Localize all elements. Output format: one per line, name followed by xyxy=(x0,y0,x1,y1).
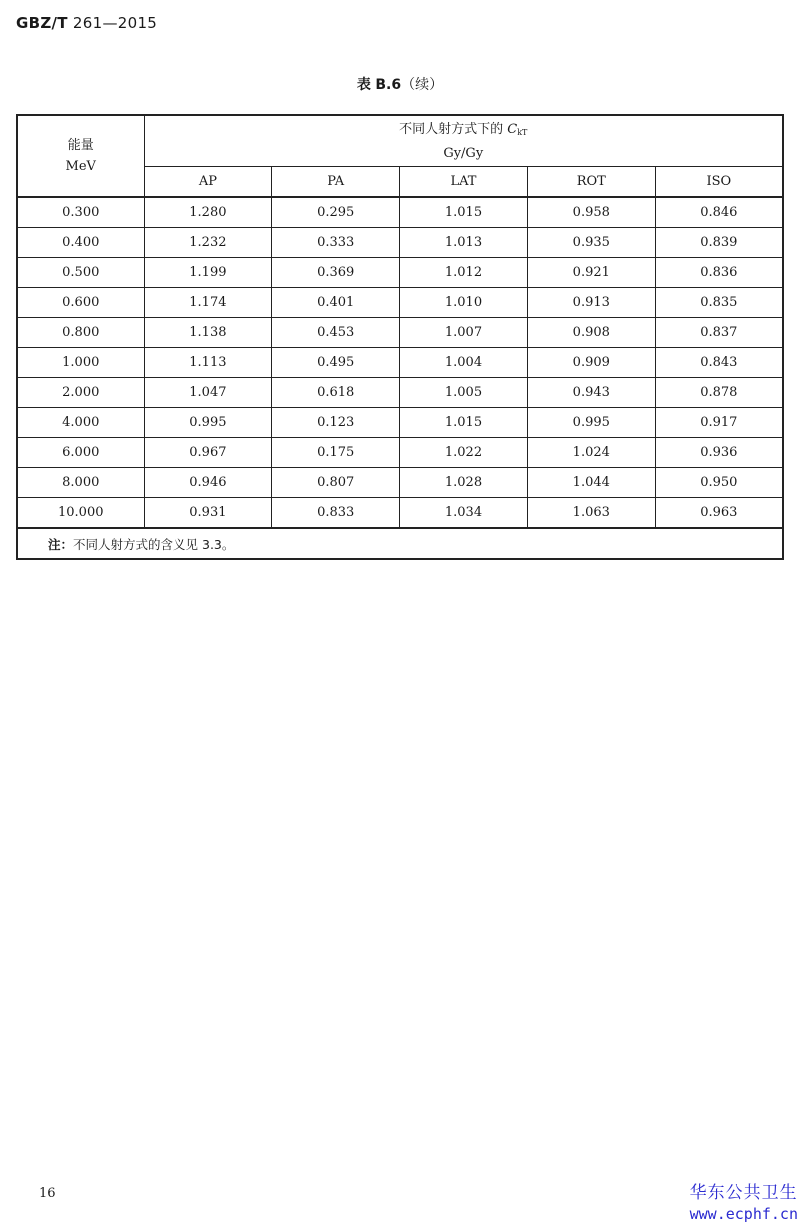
energy-column-header xyxy=(17,115,144,197)
column-header-iso: ISO xyxy=(655,167,783,198)
table-title-label: 表 xyxy=(356,77,371,93)
table-cell: 0.837 xyxy=(655,318,783,348)
table-cell: 1.028 xyxy=(400,468,528,498)
table-cell: 1.113 xyxy=(144,348,272,378)
table-row xyxy=(17,258,783,288)
table-cell: 1.138 xyxy=(144,318,272,348)
table-cell: 0.295 xyxy=(272,197,400,228)
column-header-rot: ROT xyxy=(527,167,655,198)
energy-cell: 8.000 xyxy=(17,468,144,498)
table-note-row xyxy=(17,528,783,559)
table-row xyxy=(17,468,783,498)
table-title-suffix: （续） xyxy=(401,77,444,93)
table-cell: 0.963 xyxy=(655,498,783,529)
table-cell: 1.005 xyxy=(400,378,528,408)
standard-number: 261—2015 xyxy=(72,14,158,32)
table-cell: 1.034 xyxy=(400,498,528,529)
table-cell: 1.024 xyxy=(527,438,655,468)
table-cell: 1.004 xyxy=(400,348,528,378)
table-cell: 0.931 xyxy=(144,498,272,529)
table-cell: 1.232 xyxy=(144,228,272,258)
table-cell: 0.995 xyxy=(527,408,655,438)
table-cell: 0.846 xyxy=(655,197,783,228)
table-cell: 0.946 xyxy=(144,468,272,498)
table-cell: 1.015 xyxy=(400,197,528,228)
table-cell: 1.010 xyxy=(400,288,528,318)
watermark xyxy=(690,1178,798,1223)
energy-cell: 2.000 xyxy=(17,378,144,408)
table-cell: 0.401 xyxy=(272,288,400,318)
energy-cell: 0.600 xyxy=(17,288,144,318)
table-cell: 0.835 xyxy=(655,288,783,318)
table-cell: 0.807 xyxy=(272,468,400,498)
energy-cell: 0.300 xyxy=(17,197,144,228)
table-row xyxy=(17,228,783,258)
column-header-pa: PA xyxy=(272,167,400,198)
energy-cell: 4.000 xyxy=(17,408,144,438)
energy-cell: 0.800 xyxy=(17,318,144,348)
table-row xyxy=(17,288,783,318)
energy-cell: 10.000 xyxy=(17,498,144,529)
energy-header-label: 能量 xyxy=(67,138,94,153)
table-cell: 0.175 xyxy=(272,438,400,468)
table-cell: 1.280 xyxy=(144,197,272,228)
conversion-coefficient-table xyxy=(16,114,784,560)
table-cell: 1.022 xyxy=(400,438,528,468)
table-cell: 1.199 xyxy=(144,258,272,288)
table-cell: 1.015 xyxy=(400,408,528,438)
table-cell: 0.943 xyxy=(527,378,655,408)
table-cell: 0.453 xyxy=(272,318,400,348)
note-text: 不同人射方式的含义见 3.3。 xyxy=(73,536,235,552)
table-cell: 0.958 xyxy=(527,197,655,228)
table-cell: 0.995 xyxy=(144,408,272,438)
table-cell: 0.839 xyxy=(655,228,783,258)
table-cell: 1.007 xyxy=(400,318,528,348)
group-header-prefix: 不同人射方式下的 xyxy=(399,121,504,137)
table-row xyxy=(17,438,783,468)
table-title-id: B.6 xyxy=(375,77,402,93)
table-row xyxy=(17,348,783,378)
table-cell: 0.917 xyxy=(655,408,783,438)
group-header-symbol: C xyxy=(507,121,518,137)
table-cell: 1.063 xyxy=(527,498,655,529)
group-column-header xyxy=(144,115,783,167)
group-header-unit: Gy/Gy xyxy=(443,145,484,161)
energy-cell: 0.500 xyxy=(17,258,144,288)
page-number: 16 xyxy=(39,1186,56,1201)
group-header-subscript: kT xyxy=(517,127,528,137)
table-cell: 0.618 xyxy=(272,378,400,408)
standard-prefix: GBZ/T xyxy=(16,14,68,32)
energy-cell: 6.000 xyxy=(17,438,144,468)
table-cell: 0.908 xyxy=(527,318,655,348)
table-cell: 0.495 xyxy=(272,348,400,378)
table-cell: 0.950 xyxy=(655,468,783,498)
table-cell: 1.012 xyxy=(400,258,528,288)
table-row xyxy=(17,408,783,438)
standard-code xyxy=(16,14,157,32)
table-cell: 1.044 xyxy=(527,468,655,498)
table-cell: 0.843 xyxy=(655,348,783,378)
table-title xyxy=(0,74,800,94)
note-label: 注： xyxy=(48,536,74,552)
table-note xyxy=(17,528,783,559)
table-cell: 0.936 xyxy=(655,438,783,468)
table-cell: 0.836 xyxy=(655,258,783,288)
watermark-url: www.ecphf.cn xyxy=(689,1205,798,1223)
column-header-ap: AP xyxy=(144,167,272,198)
column-header-lat: LAT xyxy=(400,167,528,198)
table-cell: 0.123 xyxy=(272,408,400,438)
table-cell: 0.935 xyxy=(527,228,655,258)
table-row xyxy=(17,378,783,408)
table-cell: 1.047 xyxy=(144,378,272,408)
table-row xyxy=(17,197,783,228)
energy-header-unit: MeV xyxy=(65,159,96,174)
table-cell: 0.833 xyxy=(272,498,400,529)
table-cell: 0.878 xyxy=(655,378,783,408)
table-row xyxy=(17,318,783,348)
watermark-name: 华东公共卫生 xyxy=(689,1183,798,1203)
energy-cell: 1.000 xyxy=(17,348,144,378)
table-cell: 1.013 xyxy=(400,228,528,258)
table-row xyxy=(17,498,783,529)
table-cell: 1.174 xyxy=(144,288,272,318)
table-cell: 0.369 xyxy=(272,258,400,288)
table-cell: 0.909 xyxy=(527,348,655,378)
table-cell: 0.921 xyxy=(527,258,655,288)
table-cell: 0.913 xyxy=(527,288,655,318)
energy-cell: 0.400 xyxy=(17,228,144,258)
table-cell: 0.967 xyxy=(144,438,272,468)
table-cell: 0.333 xyxy=(272,228,400,258)
